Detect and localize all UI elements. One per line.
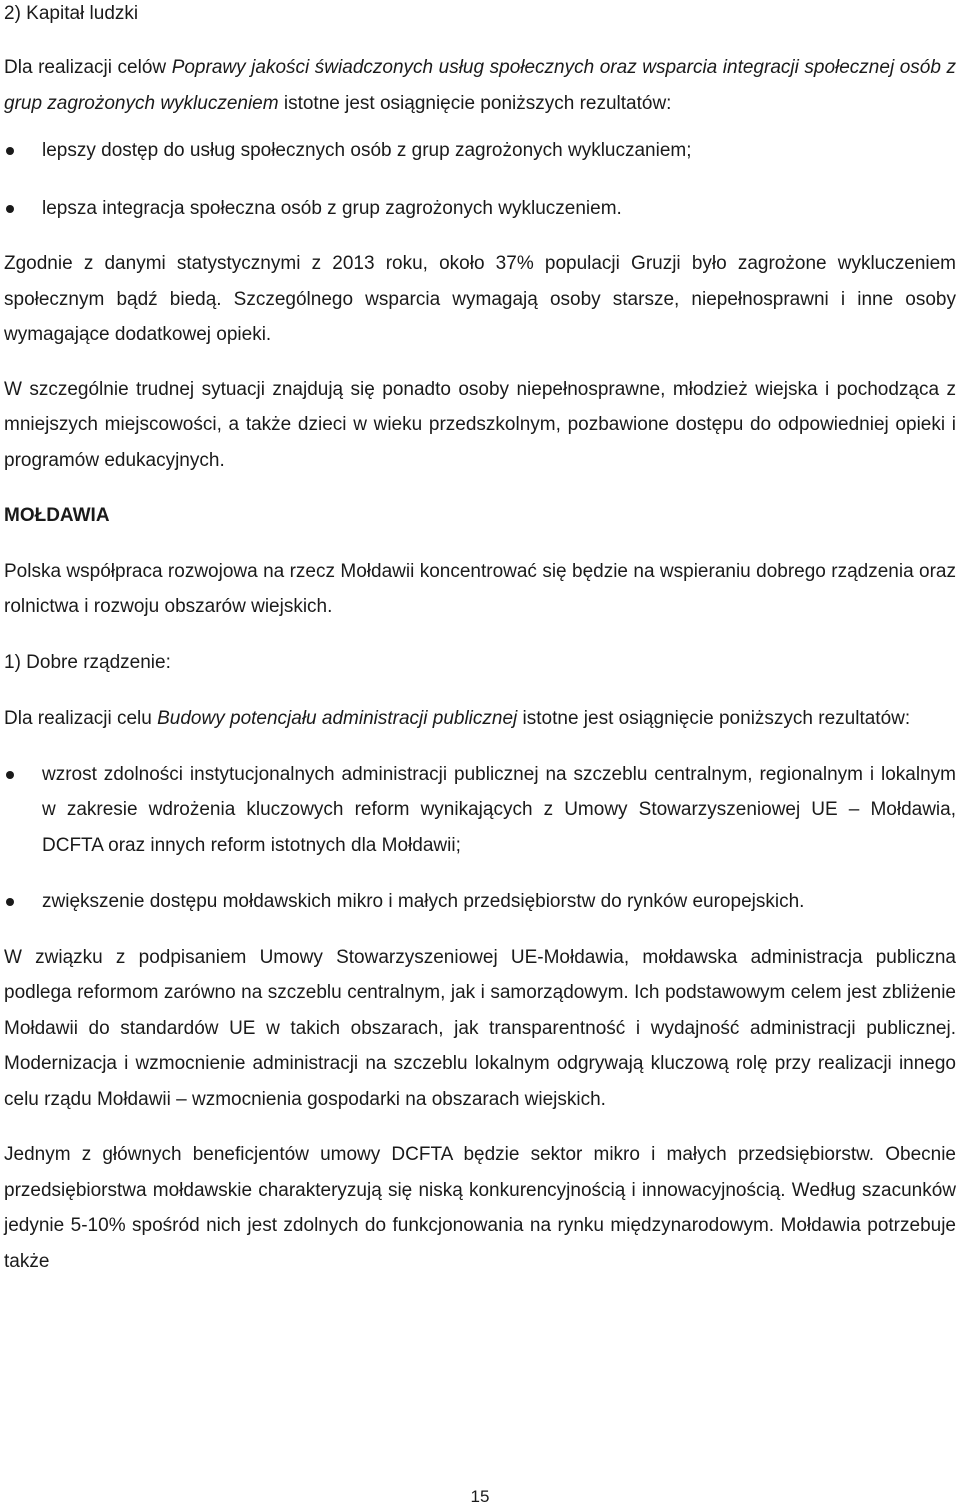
results-list: [4, 133, 956, 226]
moldova-results-list: [4, 757, 956, 920]
dcfta-paragraph: Jednym z głównych beneficjentów umowy DCFTA będzie sektor mikro i małych przedsiębiorstw. Obecnie przedsiębiorstwa mołdawskie charakteryzują się niską konkurencyjnością i innowacyjnością. Według szacunków jedynie 5-10% spośród nich jest zdolnych do funkcjonowania na rynku międzynarodowym. Mołdawia potrzebuje także: [4, 1144, 956, 1272]
page-number: 15: [470, 1487, 490, 1506]
bullet-icon: [6, 205, 14, 213]
goal-italic: Budowy potencjału administracji publicznej: [157, 708, 518, 729]
list-item: [4, 133, 956, 169]
intro-text-part1: Dla realizacji celów: [4, 57, 172, 78]
list-item: [4, 757, 956, 864]
intro-text-part2: istotne jest osiągnięcie poniższych rezultatów:: [278, 92, 672, 114]
intro-goal-italic: Poprawy jakości świadczonych usług społecznych oraz wsparcia integracji społecznej osób z grup zagrożonych wykluczeniem: [4, 57, 956, 114]
statistics-paragraph: Zgodnie z danymi statystycznymi z 2013 roku, około 37% populacji Gruzji było zagrożone wykluczeniem społecznym bądź biedą. Szczególnego wsparcia wymagają osoby starsze, niepełnosprawni i inne osoby wymagające dodatkowej opieki.: [4, 253, 956, 345]
list-item: [4, 191, 956, 227]
section-heading-human-capital: 2) Kapitał ludzki: [4, 3, 139, 24]
goal-text-part2: istotne jest osiągnięcie poniższych rezultatów:: [517, 708, 911, 729]
document-page: [4, 0, 956, 1279]
list-item-text: lepszy dostęp do usług społecznych osób z grup zagrożonych wykluczaniem;: [42, 140, 692, 161]
goal-text-part1: Dla realizacji celu: [4, 708, 158, 729]
bullet-icon: [6, 771, 14, 779]
country-heading-moldova: MOŁDAWIA: [4, 505, 110, 526]
list-item-text: lepsza integracja społeczna osób z grup zagrożonych wykluczeniem.: [42, 197, 622, 219]
list-item-text: wzrost zdolności instytucjonalnych administracji publicznej na szczeblu centralnym, regionalnym i lokalnym w zakresie wdrożenia kluczowych reform wynikających z Umowy Stowarzyszeniowej UE – Mołdawia, DCFTA oraz innych reform istotnych dla Mołdawii;: [42, 763, 956, 856]
association-agreement-paragraph: W związku z podpisaniem Umowy Stowarzyszeniowej UE-Mołdawia, mołdawska administracja publiczna podlega reformom zarówno na szczeblu centralnym, jak i samorządowym. Ich podstawowym celem jest zbliżenie Mołdawii do standardów UE w takich obszarach, jak transparentność i wydajność administracji publicznej. Modernizacja i wzmocnienie administracji na szczeblu lokalnym odgrywają kluczową rolę przy realizacji innego celu rządu Mołdawii – wzmocnienia gospodarki na obszarach wiejskich.: [4, 946, 956, 1110]
bullet-icon: [6, 147, 14, 155]
goal-paragraph: [4, 701, 956, 737]
difficult-situation-paragraph: W szczególnie trudnej sytuacji znajdują się ponadto osoby niepełnosprawne, młodzież wiejska i pochodząca z mniejszych miejscowości, a także dzieci w wieku przedszkolnym, pozbawione dostępu do odpowiedniej opieki i programów edukacyjnych.: [4, 378, 956, 471]
moldova-intro-paragraph: Polska współpraca rozwojowa na rzecz Mołdawii koncentrować się będzie na wspieraniu dobrego rządzenia oraz rolnictwa i rozwoju obszarów wiejskich.: [4, 560, 956, 617]
list-item: [4, 884, 956, 920]
list-item-text: zwiększenie dostępu mołdawskich mikro i małych przedsiębiorstw do rynków europejskich.: [42, 891, 805, 912]
bullet-icon: [6, 898, 14, 906]
good-governance-subheading: 1) Dobre rządzenie:: [4, 651, 171, 673]
intro-paragraph: [4, 50, 956, 121]
